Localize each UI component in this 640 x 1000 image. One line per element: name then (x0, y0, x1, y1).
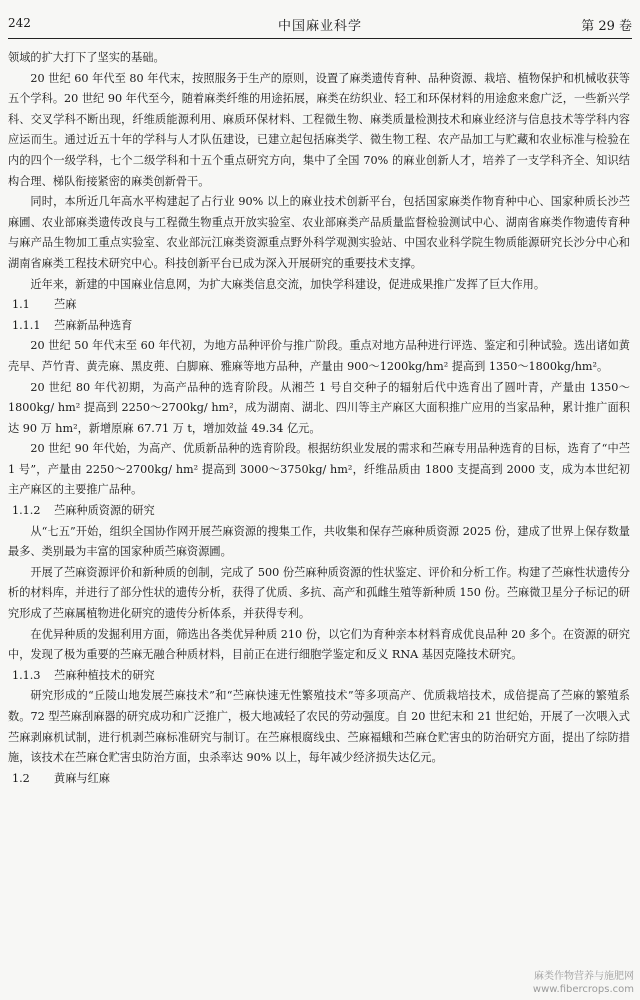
paragraph: 从“七五”开始，组织全国协作网开展苎麻资源的搜集工作，共收集和保存苎麻种质资源 2025 份，建成了世界上保存数量最多、类别最为丰富的国家种质苎麻资源圃。 (8, 524, 630, 559)
heading-number: 1.1 (12, 298, 30, 312)
heading-text: 苎麻种质资源的研究 (54, 504, 155, 518)
heading-number: 1.2 (12, 771, 30, 785)
volume-number: 第 29 卷 (581, 19, 632, 34)
heading-number: 1.1.2 (12, 504, 41, 518)
subsection-heading (8, 666, 630, 687)
paragraph: 领域的扩大打下了坚实的基础。 (8, 51, 165, 64)
heading-number: 1.1.3 (12, 668, 41, 682)
paragraph: 在优异种质的发掘利用方面，筛选出各类优异种质 210 份，以它们为育种亲本材料育成优良品种 20 多个。在资源的研究中，发现了极为重要的苎麻无融合种质材料，目前正在进行细胞学鉴定和反义 RNA 基因克隆技术研究。 (8, 627, 630, 662)
subsection-heading (8, 501, 630, 522)
section-heading (8, 769, 630, 790)
journal-title: 中国麻业科学 (277, 19, 362, 34)
subsection-heading (8, 316, 630, 337)
paragraph: 20 世纪 50 年代末至 60 年代初，为地方品种评价与推广阶段。重点对地方品种进行评选、鉴定和引种试验。选出诸如黄壳早、芦竹青、黄壳麻、黑皮蔸、白脚麻、雅麻等地方品种，产量由 900～1200kg/hm² 提高到 1350～1800kg/hm²。 (8, 339, 630, 373)
site-watermark (533, 970, 634, 996)
page-number: 242 (8, 16, 31, 30)
paragraph: 20 世纪 80 年代初期，为高产品种的选育阶段。从湘苎 1 号自交种子的辐射后代中选育出了圆叶青，产量由 1350～1800kg/ hm² 提高到 2250～2700kg/ hm²，成为湖南、湖北、四川等主产麻区大面积推广应用的当家品种，累计推广面积达 90 万 hm²，新增原麻 67.71 万 t，增加效益 49.34 亿元。 (8, 380, 630, 435)
watermark-line-2: www.fibercrops.com (532, 984, 634, 995)
paragraph: 研究形成的“丘陵山地发展苎麻技术”和“苎麻快速无性繁殖技术”等多项高产、优质栽培技术，成倍提高了苎麻的繁殖系数。72 型苎麻刮麻器的研究成功和广泛推广，极大地减轻了农民的劳动强度。自 20 世纪末和 21 世纪始，开展了一次喂入式苎麻剥麻机试制，进行机剥苎麻标准研究与制订。在苎麻根腐线虫、苎麻褔蛾和苎麻仓贮害虫的防治研究方面，提出了综防措施，该技术在苎麻仓贮害虫防治方面，虫杀率达 90% 以上，每年减少经济损失达亿元。 (8, 689, 630, 765)
section-heading (8, 295, 630, 316)
watermark-line-1: 麻类作物营养与施肥网 (534, 971, 634, 982)
paragraph: 开展了苎麻资源评价和新种质的创制，完成了 500 份苎麻种质资源的性状鉴定、评价和分析工作。构建了苎麻性状遗传分析的材料库，并进行了部分性状的遗传分析，获得了优质、多抗、高产和孤雌生殖等新种质 150 份。苎麻微卫星分子标记的研究形成了苎麻属植物进化研究的遗传分析体系，并获得专利。 (8, 565, 630, 621)
paragraph: 同时，本所近几年高水平构建起了占行业 90% 以上的麻业技术创新平台，包括国家麻类作物育种中心、国家种质长沙苎麻圃、农业部麻类遗传改良与工程微生物重点开放实验室、农业部麻类产品质量监督检验测试中心、湖南省麻类作物遗传育种与麻产品生物加工重点实验室、农业部沅江麻类资源重点野外科学观测实验站、中国农业科学院生物质能源研究长沙分中心和湖南省麻类工程技术研究中心。科技创新平台已成为深入开展研究的重要技术支撑。 (8, 195, 630, 270)
paragraph: 20 世纪 90 年代始，为高产、优质新品种的选育阶段。根据纺织业发展的需求和苎麻专用品种选育的目标，选育了“中苎 1 号”，产量由 2250～2700kg/ hm² 提高到 3000～3750kg/ hm²，纤维品质由 1800 支提高到 2000 支，成为本世纪初主产麻区的主要推广品种。 (8, 442, 630, 497)
heading-number: 1.1.1 (12, 318, 41, 332)
running-header (8, 14, 632, 39)
heading-text: 苎麻 (54, 298, 77, 312)
heading-text: 黄麻与红麻 (54, 771, 110, 785)
heading-text: 苎麻新品种选育 (54, 318, 133, 332)
heading-text: 苎麻种植技术的研究 (54, 668, 155, 682)
paragraph: 20 世纪 60 年代至 80 年代末，按照服务于生产的原则，设置了麻类遗传育种、品种资源、栽培、植物保护和机械收获等五个学科。20 世纪 90 年代至今，随着麻类纤维的用途拓展，麻类在纺织业、轻工和环保材料的用途愈来愈广泛，一些新兴学科、交叉学科不断出现，纤维质能源利用、麻质环保材料、工程微生物、麻类质量检测技术和麻业经济与信息技术等学科内容应运而生。通过近五十年的学科与人才队伍建设，已建立起包括麻类学、微生物工程、农产品加工与贮藏和农业标准与检验在内的四个一级学科，七个二级学科和十五个重点研究方向，集中了全国 70% 的麻业创新人才，培养了一支学科齐全、知识结构合理、梯队衔接紧密的麻类创新骨干。 (8, 71, 630, 188)
paragraph: 近年来，新建的中国麻业信息网，为扩大麻类信息交流，加快学科建设，促进成果推广发挥了巨大作用。 (30, 277, 546, 291)
article-body (8, 48, 630, 789)
